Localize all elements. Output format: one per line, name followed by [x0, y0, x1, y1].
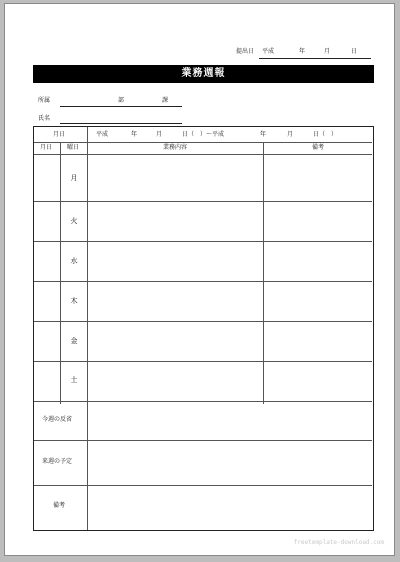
- reflection-label: 今週の反省: [42, 416, 73, 423]
- col-header-remarks: 備考: [312, 144, 325, 151]
- submit-date-field[interactable]: [259, 58, 371, 59]
- period-month1: 月: [156, 131, 163, 138]
- period-year2: 年: [260, 131, 267, 138]
- period-label: 月日: [53, 131, 66, 138]
- weekday-cell: 水: [70, 257, 78, 265]
- row-line: [34, 321, 372, 322]
- weekday-cell: 月: [70, 174, 78, 182]
- row-line: [34, 361, 372, 362]
- row-line: [34, 154, 372, 155]
- period-day1: 日（ ）～平成: [182, 131, 225, 138]
- form-sheet: [4, 3, 395, 556]
- submit-year-unit: 年: [299, 48, 306, 55]
- report-table: [33, 126, 374, 531]
- row-line: [34, 241, 372, 242]
- section-unit: 課: [162, 97, 169, 104]
- submit-day-unit: 日: [351, 48, 358, 55]
- row-line: [34, 201, 372, 202]
- name-field[interactable]: [60, 123, 182, 124]
- col-header-weekday: 曜日: [67, 144, 80, 151]
- col-header-content: 業務内容: [163, 144, 188, 151]
- submit-month-unit: 月: [324, 48, 331, 55]
- period-era: 平成: [96, 131, 109, 138]
- row-line: [34, 401, 372, 402]
- col-header-date: 月日: [40, 144, 53, 151]
- submit-date-label: 提出日: [236, 48, 255, 55]
- period-day2: 日（ ）: [313, 131, 338, 138]
- page-title: 業務週報: [33, 65, 374, 83]
- next-plan-label: 来週の予定: [42, 458, 73, 465]
- row-line: [34, 142, 372, 143]
- divider-content: [263, 142, 264, 404]
- period-year1: 年: [131, 131, 138, 138]
- weekday-cell: 木: [70, 297, 78, 305]
- department-unit: 部: [118, 97, 125, 104]
- weekday-cell: 土: [70, 376, 78, 384]
- name-label: 氏名: [38, 115, 51, 122]
- divider-weekday: [87, 127, 88, 530]
- row-line: [34, 281, 372, 282]
- submit-era: 平成: [262, 48, 275, 55]
- weekday-cell: 金: [70, 337, 78, 345]
- row-line: [34, 485, 372, 486]
- footer-watermark: freetemplate-download.com: [293, 539, 384, 546]
- affiliation-field[interactable]: [60, 106, 182, 107]
- affiliation-label: 所属: [38, 97, 51, 104]
- remarks-label: 備考: [53, 502, 66, 509]
- period-month2: 月: [287, 131, 294, 138]
- weekday-cell: 火: [70, 217, 78, 225]
- row-line: [34, 440, 372, 441]
